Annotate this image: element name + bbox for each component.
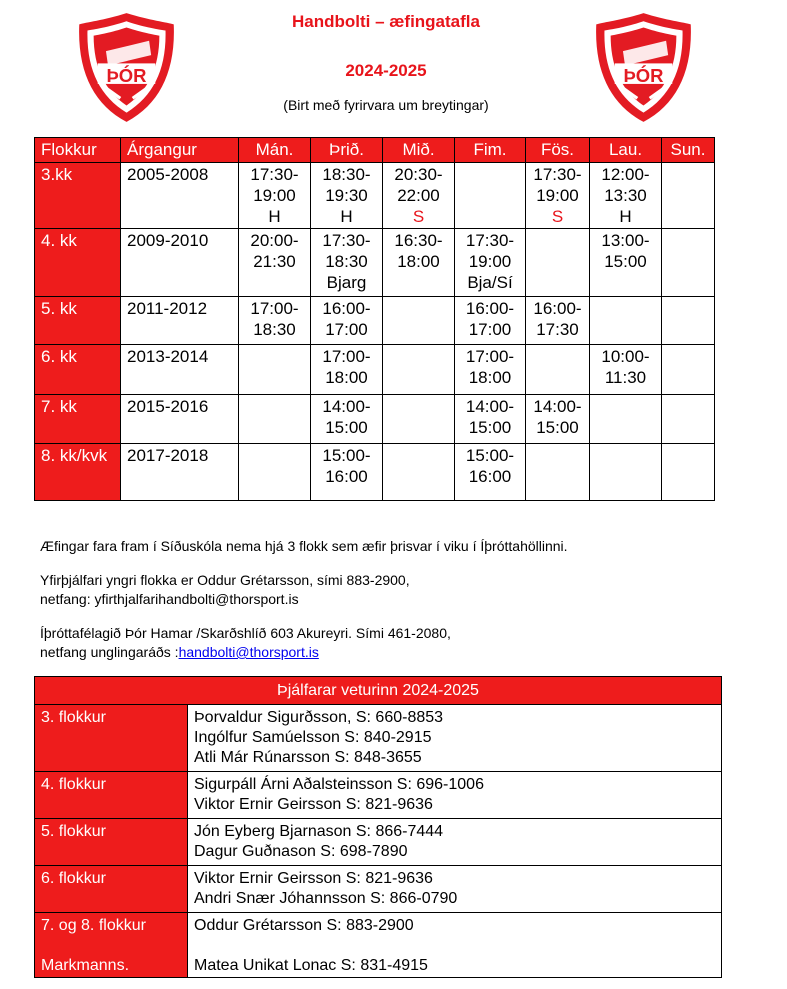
time-text: 16:00-: [533, 299, 582, 318]
time-text: 15:00: [604, 252, 647, 271]
time-cell: [455, 345, 526, 395]
time-cell: [662, 163, 715, 229]
time-cell: [239, 444, 311, 501]
time-text: 16:00: [468, 467, 512, 486]
schedule-row: [35, 395, 715, 444]
time-cell: [311, 229, 383, 297]
coach-group-cell: [35, 913, 188, 978]
time-cell: [662, 229, 715, 297]
schedule-row: [35, 345, 715, 395]
venue-code: H: [619, 207, 632, 226]
time-text: 21:30: [253, 252, 296, 271]
coach-name: Atli Már Rúnarsson S: 848-3655: [194, 749, 422, 766]
time-text: 17:00: [325, 320, 368, 339]
time-text: 16:00-: [322, 299, 371, 318]
time-cell: [455, 229, 526, 297]
time-text: 17:30-: [322, 231, 371, 250]
col-header: Sun.: [662, 138, 715, 163]
year-cell: 2011-2012: [121, 297, 239, 345]
time-cell: [455, 297, 526, 345]
coaches-table: [34, 676, 722, 978]
time-text: 17:00: [468, 320, 512, 339]
time-cell: [383, 444, 455, 501]
group-cell: 7. kk: [35, 395, 121, 444]
coach-name: Jón Eyberg Bjarnason S: 866-7444: [194, 823, 444, 840]
svg-text:ÞÓR: ÞÓR: [623, 64, 664, 86]
coach-group-label: 4. flokkur: [41, 776, 106, 793]
coaches-header: Þjálfarar veturinn 2024-2025: [35, 677, 722, 705]
coach-group-label: [41, 936, 187, 956]
coach-names-cell: [188, 819, 722, 866]
year-cell: 2013-2014: [121, 345, 239, 395]
coach-name: Oddur Grétarsson S: 883-2900: [194, 917, 414, 934]
time-text: 18:00: [325, 368, 368, 387]
time-text: 16:00: [325, 467, 368, 486]
year-cell: 2009-2010: [121, 229, 239, 297]
time-text: 15:00-: [465, 446, 515, 465]
col-header: Flokkur: [35, 138, 121, 163]
venue-code: Bja/Sí: [467, 273, 513, 292]
time-text: 22:00: [397, 186, 440, 205]
time-cell: [590, 229, 662, 297]
time-cell: [455, 444, 526, 501]
coach-group-cell: [35, 866, 188, 913]
coach-group-label: Markmanns.: [41, 957, 130, 974]
time-text: 14:00-: [322, 397, 371, 416]
coach-name: Matea Unikat Lonac S: 831-4915: [194, 957, 428, 974]
time-cell: [311, 395, 383, 444]
year-cell: 2017-2018: [121, 444, 239, 501]
time-text: 18:00: [397, 252, 440, 271]
time-cell: [311, 444, 383, 501]
venue-code: Bjarg: [326, 273, 367, 292]
time-cell: [383, 229, 455, 297]
time-cell: [590, 395, 662, 444]
time-text: 19:00: [536, 186, 579, 205]
coach-group-label: 3. flokkur: [41, 709, 106, 726]
time-cell: [239, 163, 311, 229]
coach-names-cell: [188, 705, 722, 772]
time-text: 17:30-: [533, 165, 582, 184]
time-cell: [311, 297, 383, 345]
time-cell: [590, 444, 662, 501]
time-text: 20:30-: [394, 165, 443, 184]
venue-code: S: [412, 207, 425, 226]
time-text: 15:00: [325, 418, 368, 437]
coach-name: Dagur Guðnason S: 698-7890: [194, 843, 408, 860]
col-header: Lau.: [590, 138, 662, 163]
time-text: 13:00-: [601, 231, 650, 250]
time-cell: [526, 395, 590, 444]
time-cell: [383, 345, 455, 395]
coach-group-label: 7. og 8. flokkur: [41, 917, 146, 934]
year-cell: 2005-2008: [121, 163, 239, 229]
time-text: 18:30: [253, 320, 296, 339]
coach-names-cell: [188, 913, 722, 978]
time-cell: [239, 345, 311, 395]
col-header: Mið.: [383, 138, 455, 163]
time-cell: [590, 345, 662, 395]
youth-board-contact: [40, 643, 319, 662]
coach-name: Þorvaldur Sigurðsson, S: 660-8853: [194, 709, 444, 726]
coach-name: Viktor Ernir Geirsson S: 821-9636: [194, 870, 433, 887]
time-cell: [526, 297, 590, 345]
time-cell: [311, 345, 383, 395]
time-text: 15:00: [536, 418, 579, 437]
col-header: Fös.: [526, 138, 590, 163]
coach-group-cell: [35, 819, 188, 866]
coach-group-label: 6. flokkur: [41, 870, 106, 887]
time-text: 17:00-: [250, 299, 299, 318]
time-text: 10:00-: [601, 347, 650, 366]
time-text: 19:00: [253, 186, 296, 205]
season-label: 2024-2025: [345, 61, 427, 80]
time-text: 17:30: [536, 320, 579, 339]
time-text: 17:00-: [322, 347, 371, 366]
coach-row: [35, 772, 722, 819]
col-header: Þrið.: [311, 138, 383, 163]
time-text: 14:00-: [465, 397, 515, 416]
time-cell: [383, 395, 455, 444]
time-text: 17:30-: [465, 231, 515, 250]
group-cell: 8. kk/kvk: [35, 444, 121, 501]
coach-name: Viktor Ernir Geirsson S: 821-9636: [194, 796, 433, 813]
col-header: Mán.: [239, 138, 311, 163]
club-address: Íþróttafélagið Þór Hamar /Skarðshlíð 603 Akureyri. Sími 461-2080,: [40, 625, 451, 641]
group-cell: 3.kk: [35, 163, 121, 229]
time-cell: [455, 163, 526, 229]
time-text: 15:00-: [322, 446, 371, 465]
head-coach-email: netfang: yfirthjalfarihandbolti@thorsport.is: [40, 591, 299, 607]
time-text: 18:30-: [322, 165, 371, 184]
svg-text:ÞÓR: ÞÓR: [106, 64, 147, 86]
location-note: Æfingar fara fram í Síðuskóla nema hjá 3 flokk sem æfir þrisvar í viku í Íþróttahöllinni.: [40, 538, 568, 554]
time-cell: [662, 444, 715, 501]
time-cell: [526, 444, 590, 501]
time-text: 17:00-: [465, 347, 515, 366]
time-cell: [526, 229, 590, 297]
time-cell: [455, 395, 526, 444]
time-cell: [526, 345, 590, 395]
coach-row: [35, 705, 722, 772]
time-cell: [383, 297, 455, 345]
time-cell: [383, 163, 455, 229]
time-text: 11:30: [604, 368, 647, 387]
time-text: 17:30-: [250, 165, 299, 184]
time-cell: [239, 229, 311, 297]
schedule-header-row: [35, 138, 715, 163]
time-text: 16:00-: [465, 299, 515, 318]
time-cell: [662, 297, 715, 345]
time-cell: [662, 345, 715, 395]
time-text: 18:00: [468, 368, 512, 387]
time-text: 16:30-: [394, 231, 443, 250]
time-cell: [662, 395, 715, 444]
time-cell: [526, 163, 590, 229]
disclaimer: (Birt með fyrirvara um breytingar): [283, 97, 489, 113]
schedule-row: [35, 444, 715, 501]
time-cell: [590, 297, 662, 345]
time-text: 15:00: [468, 418, 512, 437]
coach-name: Ingólfur Samúelsson S: 840-2915: [194, 729, 432, 746]
group-cell: 4. kk: [35, 229, 121, 297]
time-text: 14:00-: [533, 397, 582, 416]
time-text: 19:30: [325, 186, 368, 205]
coach-name: [194, 936, 721, 956]
time-text: 18:30: [325, 252, 368, 271]
time-cell: [239, 297, 311, 345]
coach-group-cell: [35, 705, 188, 772]
coach-name: Andri Snær Jóhannsson S: 866-0790: [194, 890, 458, 907]
youth-board-email-link[interactable]: handbolti@thorsport.is: [178, 644, 319, 660]
coach-name: Sigurpáll Árni Aðalsteinsson S: 696-1006: [194, 776, 484, 793]
venue-code: S: [551, 207, 564, 226]
year-cell: 2015-2016: [121, 395, 239, 444]
time-cell: [590, 163, 662, 229]
coach-group-cell: [35, 772, 188, 819]
time-text: 13:30: [604, 186, 647, 205]
time-text: 12:00-: [601, 165, 650, 184]
group-cell: 5. kk: [35, 297, 121, 345]
group-cell: 6. kk: [35, 345, 121, 395]
page-title: Handbolti – æfingatafla: [292, 12, 480, 31]
time-cell: [311, 163, 383, 229]
schedule-row: [35, 297, 715, 345]
coach-group-label: 5. flokkur: [41, 823, 106, 840]
time-cell: [239, 395, 311, 444]
schedule-row: [35, 163, 715, 229]
coach-names-cell: [188, 772, 722, 819]
time-text: 19:00: [468, 252, 512, 271]
head-coach-line: Yfirþjálfari yngri flokka er Oddur Grétarsson, sími 883-2900,: [40, 572, 410, 588]
venue-code: H: [268, 207, 281, 226]
coach-names-cell: [188, 866, 722, 913]
venue-code: H: [340, 207, 353, 226]
col-header: Fim.: [455, 138, 526, 163]
schedule-table: [34, 137, 715, 501]
col-header: Árgangur: [121, 138, 239, 163]
coach-row: [35, 819, 722, 866]
time-text: 20:00-: [250, 231, 299, 250]
schedule-row: [35, 229, 715, 297]
coach-row: [35, 866, 722, 913]
coach-row: [35, 913, 722, 978]
youth-board-label: netfang unglingaráðs :: [40, 644, 179, 660]
